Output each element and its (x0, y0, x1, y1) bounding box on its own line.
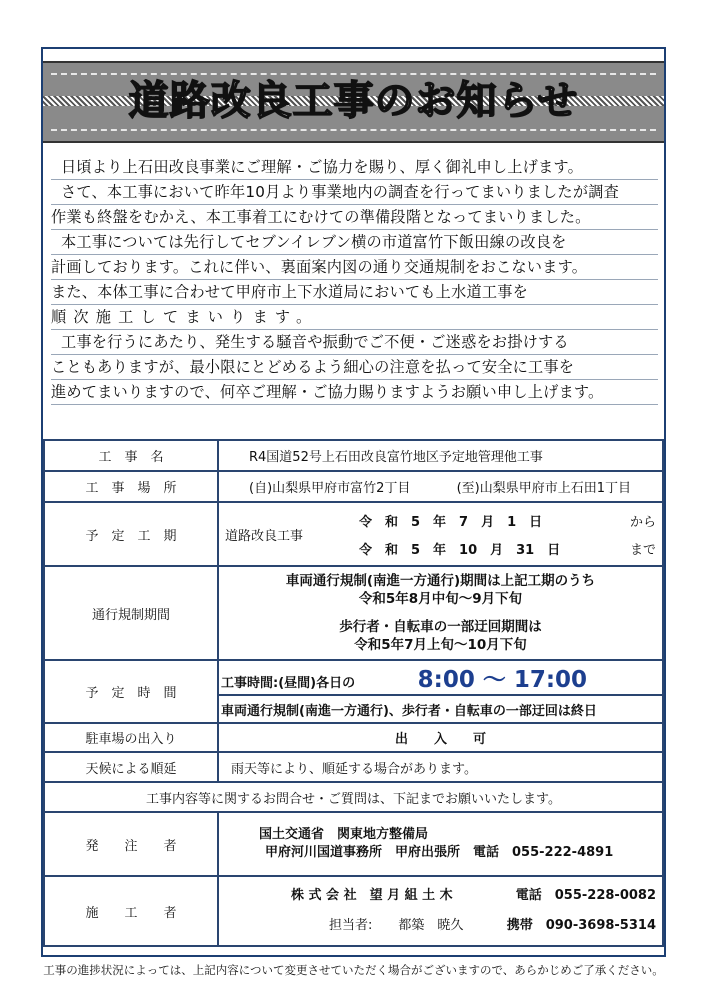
inquiry-text: 工事内容等に関するお問合せ・ご質問は、下記までお願いいたします。 (44, 782, 663, 812)
regulation-line: 車両通行規制(南進一方通行)期間は上記工期のうち (285, 573, 596, 589)
intro-line: 作業も終盤をむかえ、本工事着工にむけての準備段階となってまいりました。 (51, 205, 658, 230)
intro-line: さて、本工事において昨年10月より事業地内の調査を行ってまいりましたが調査 (51, 180, 658, 205)
row-regulation (44, 566, 663, 660)
orderer-label: 発 注 者 (44, 812, 218, 876)
orderer-line2: 甲府河川国道事務所 甲府出張所 電話 055-222-4891 (265, 845, 614, 860)
intro-line: 本工事については先行してセブンイレブン横の市道富竹下飯田線の改良を (51, 230, 658, 255)
weather-value: 雨天等により、順延する場合があります。 (218, 752, 663, 782)
contractor-mobile: 携帯 090-3698-5314 (506, 918, 656, 933)
row-contractor (44, 876, 663, 946)
place-value (218, 471, 663, 502)
row-period (44, 502, 663, 566)
page-title: 道路改良工事のお知らせ (128, 77, 579, 124)
row-parking (44, 723, 663, 752)
time-prefix: 工事時間:(昼間)各日の (221, 676, 356, 691)
footer-note: 工事の進捗状況によっては、上記内容について変更させていただく場合がございますので、あらかじめご了承ください。 (43, 963, 664, 977)
regulation-line: 歩行者・自転車の一部迂回期間は (339, 619, 542, 635)
place-from: (自)山梨県甲府市富竹2丁目 (249, 481, 411, 496)
place-label: 工 事 場 所 (44, 471, 218, 502)
period-end: 令 和 5 年 10 月 31 日 (359, 542, 561, 558)
parking-value: 出 入 可 (218, 723, 663, 752)
row-weather (44, 752, 663, 782)
title-band (43, 61, 664, 143)
intro-line: 工事を行うにあたり、発生する騒音や振動でご不便・ご迷惑をお掛けする (51, 330, 658, 355)
parking-label: 駐車場の出入り (44, 723, 218, 752)
period-label: 予 定 工 期 (44, 502, 218, 566)
period-start-suffix: から (629, 514, 656, 530)
name-value: R4国道52号上石田改良富竹地区予定地管理他工事 (218, 440, 663, 471)
regulation-line: 令和5年8月中旬～9月下旬 (358, 591, 523, 607)
period-work: 道路改良工事 (225, 528, 304, 544)
contractor-label: 施 工 者 (44, 876, 218, 946)
intro-line: こともありますが、最小限にとどめるよう細心の注意を払って安全に工事を (51, 355, 658, 380)
weather-label: 天候による順延 (44, 752, 218, 782)
row-inquiry (44, 782, 663, 812)
intro-line: 進めてまいりますので、何卒ご理解・ご協力賜りますようお願い申し上げます。 (51, 380, 658, 405)
intro-line: 日頃より上石田改良事業にご理解・ご協力を賜り、厚く御礼申し上げます。 (51, 155, 658, 180)
info-table (43, 439, 664, 947)
row-place (44, 471, 663, 502)
contractor-tel: 電話 055-228-0082 (515, 888, 656, 903)
intro-line: 計画しております。これに伴い、裏面案内図の通り交通規制をおこないます。 (51, 255, 658, 280)
orderer-line1: 国土交通省 関東地方整備局 (259, 827, 429, 842)
time-label: 予 定 時 間 (44, 660, 218, 723)
regulation-line: 令和5年7月上旬～10月下旬 (354, 637, 527, 653)
time-note: 車両通行規制(南進一方通行)、歩行者・自転車の一部迂回は終日 (218, 695, 663, 723)
time-value: 8:00 ～ 17:00 (417, 667, 588, 693)
period-end-suffix: まで (629, 542, 656, 558)
contractor-name: 株 式 会 社 望 月 組 土 木 (291, 888, 453, 903)
title-dash-bottom (51, 129, 656, 131)
period-start: 令 和 5 年 7 月 1 日 (359, 514, 543, 530)
row-orderer (44, 812, 663, 876)
row-time (44, 660, 663, 695)
orderer-value (218, 812, 663, 876)
name-label: 工 事 名 (44, 440, 218, 471)
intro-text (51, 155, 658, 405)
contractor-person: 担当者: 都築 暁久 (329, 918, 464, 933)
place-to: (至)山梨県甲府市上石田1丁目 (456, 481, 631, 496)
time-value-cell (218, 660, 663, 695)
notice-frame (41, 47, 666, 957)
regulation-value (218, 566, 663, 660)
contractor-value (218, 876, 663, 946)
intro-line: また、本体工事に合わせて甲府市上下水道局においても上水道工事を (51, 280, 658, 305)
intro-line: 順次施工してまいります。 (51, 305, 658, 330)
regulation-label: 通行規制期間 (44, 566, 218, 660)
row-name (44, 440, 663, 471)
period-value (218, 502, 663, 566)
